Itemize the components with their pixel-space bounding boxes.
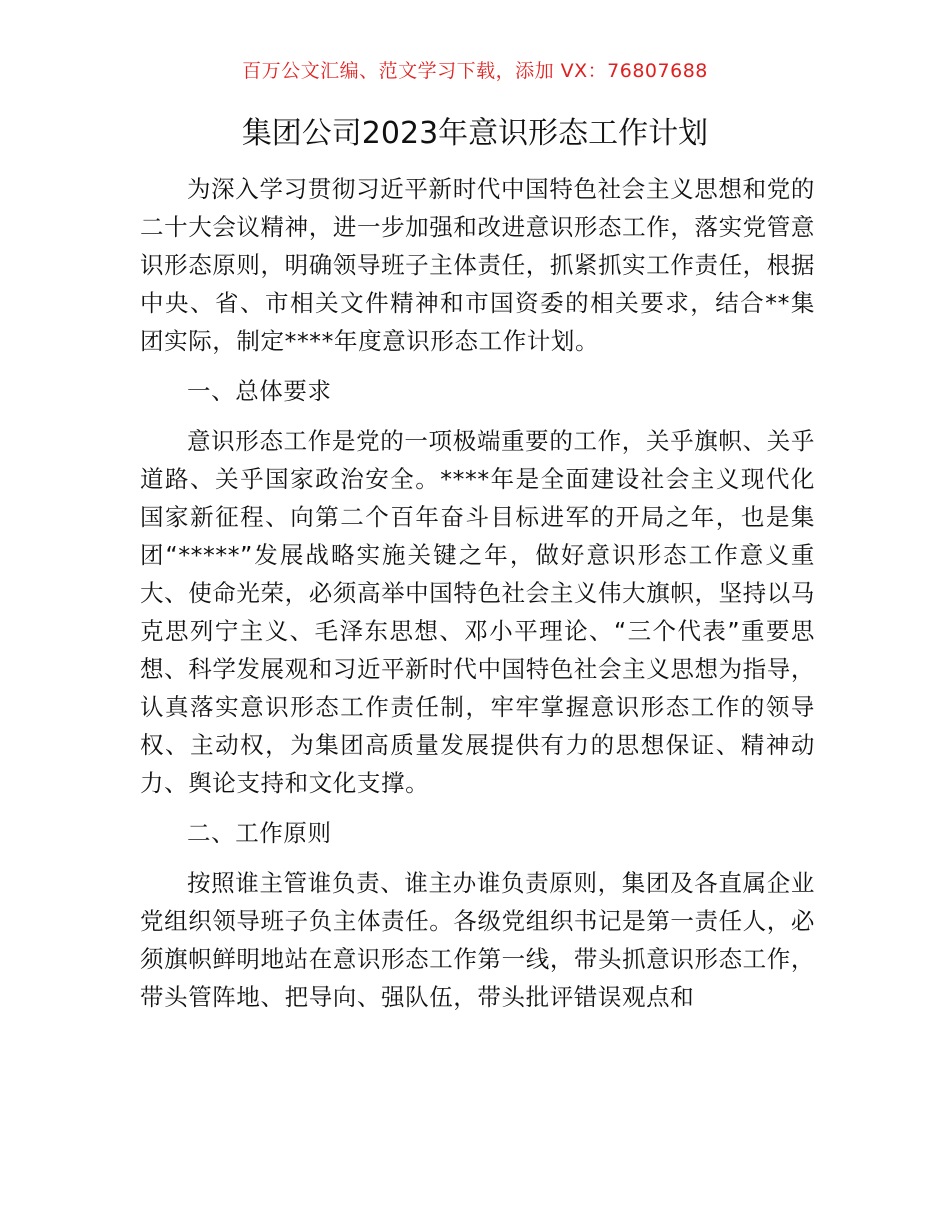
watermark-banner: 百万公文汇编、范文学习下载，添加 VX：76807688 [242, 60, 708, 82]
section-heading-general-requirements: 一、总体要求 [187, 377, 332, 405]
intro-paragraph: 为深入学习贯彻习近平新时代中国特色社会主义思想和党的二十大会议精神，进一步加强和改进意识形态工作，落实党管意识形态原则，明确领导班子主体责任，抓紧抓实工作责任，根据中央、省、市相关文件精神和市国资委的相关要求，结合**集团实际，制定****年度意识形态工作计划。 [140, 175, 815, 355]
page-title: 集团公司2023年意识形态工作计划 [241, 116, 709, 151]
section-paragraph-work-principles: 按照谁主管谁负责、谁主办谁负责原则，集团及各直属企业党组织领导班子负主体责任。各级党组织书记是第一责任人，必须旗帜鲜明地站在意识形态工作第一线，带头抓意识形态工作，带头管阵地、把导向、强队伍，带头批评错误观点和 [140, 869, 815, 1011]
section-paragraph-general-requirements: 意识形态工作是党的一项极端重要的工作，关乎旗帜、关乎道路、关乎国家政治安全。****年是全面建设社会主义现代化国家新征程、向第二个百年奋斗目标进军的开局之年，也是集团“*****”发展战略实施关键之年，做好意识形态工作意义重大、使命光荣，必须高举中国特色社会主义伟大旗帜，坚持以马克思列宁主义、毛泽东思想、邓小平理论、“三个代表”重要思想、科学发展观和习近平新时代中国特色社会主义思想为指导，认真落实意识形态工作责任制，牢牢掌握意识形态工作的领导权、主动权，为集团高质量发展提供有力的思想保证、精神动力、舆论支持和文化支撑。 [140, 427, 815, 797]
document-body [140, 170, 815, 1028]
section-heading-work-principles: 二、工作原则 [187, 819, 332, 847]
